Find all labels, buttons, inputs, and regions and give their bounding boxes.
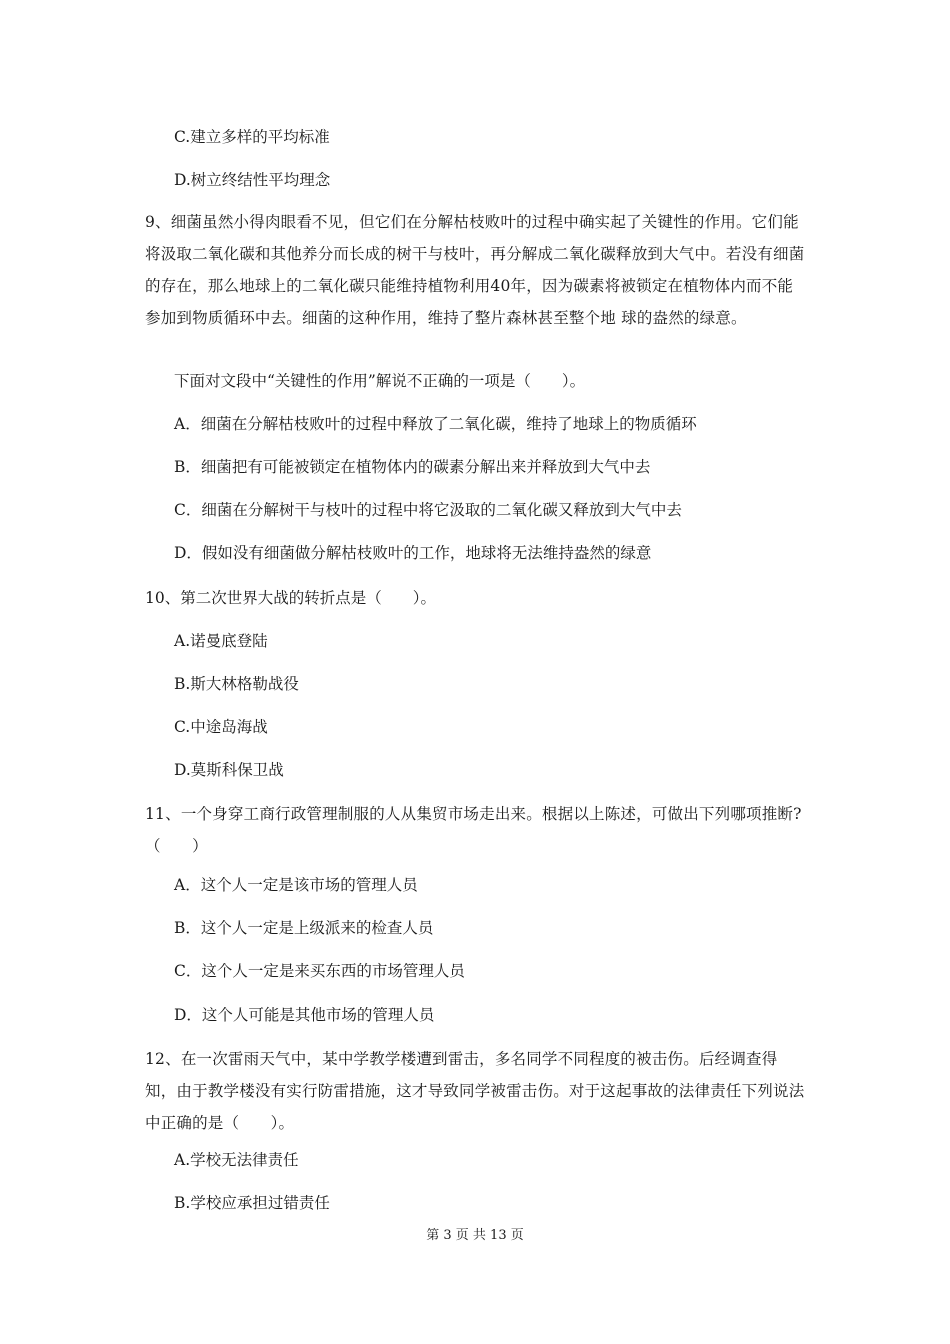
q9-option-d: D．假如没有细菌做分解枯枝败叶的工作，地球将无法维持盎然的绿意 (174, 544, 652, 562)
q9-option-b: B．细菌把有可能被锁定在植物体内的碳素分解出来并释放到大气中去 (174, 458, 651, 476)
q11-option-c: C．这个人一定是来买东西的市场管理人员 (174, 962, 465, 980)
q9-option-a: A．细菌在分解枯枝败叶的过程中释放了二氧化碳，维持了地球上的物质循环 (174, 415, 697, 433)
q12-option-a: A.学校无法律责任 (174, 1151, 299, 1169)
q11-option-a: A．这个人一定是该市场的管理人员 (174, 876, 418, 894)
q11-option-d: D．这个人可能是其他市场的管理人员 (174, 1006, 435, 1024)
q10-option-a: A.诺曼底登陆 (174, 632, 268, 650)
q10-stem: 10、第二次世界大战的转折点是（ ）。 (145, 589, 436, 607)
q9-question: 下面对文段中“关键性的作用”解说不正确的一项是（ ）。 (174, 372, 586, 390)
q10-option-b: B.斯大林格勒战役 (174, 675, 299, 693)
page-footer: 第 3 页 共 13 页 (426, 1228, 524, 1243)
q9-stem: 9、细菌虽然小得肉眼看不见，但它们在分解枯枝败叶的过程中确实起了关键性的作用。它们能将汲取二氧化碳和其他养分而长成的树干与枝叶，再分解成二氧化碳释放到大气中。若没有细菌的存在，那么地球上的二氧化碳只能维持植物利用40年，因为碳素将被锁定在植物体内而不能参加到物质循环中去。细菌的这种作用，维持了整片森林甚至整个地 球的盎然的绿意。 (145, 213, 805, 327)
q11-option-b: B．这个人一定是上级派来的检查人员 (174, 919, 434, 937)
q8-option-d: D.树立终结性平均理念 (174, 171, 331, 189)
q11-stem: 11、一个身穿工商行政管理制服的人从集贸市场走出来。根据以上陈述，可做出下列哪项推断?（ ） (145, 805, 802, 855)
q12-option-b: B.学校应承担过错责任 (174, 1194, 330, 1212)
q9-option-c: C．细菌在分解树干与枝叶的过程中将它汲取的二氧化碳又释放到大气中去 (174, 501, 682, 519)
q10-option-d: D.莫斯科保卫战 (174, 761, 284, 779)
q8-option-c: C.建立多样的平均标准 (174, 128, 330, 146)
q10-option-c: C.中途岛海战 (174, 718, 268, 736)
q12-stem: 12、在一次雷雨天气中，某中学教学楼遭到雷击，多名同学不同程度的被击伤。后经调查得知，由于教学楼没有实行防雷措施，这才导致同学被雷击伤。对于这起事故的法律责任下列说法中正确的是（ ）。 (145, 1050, 805, 1132)
